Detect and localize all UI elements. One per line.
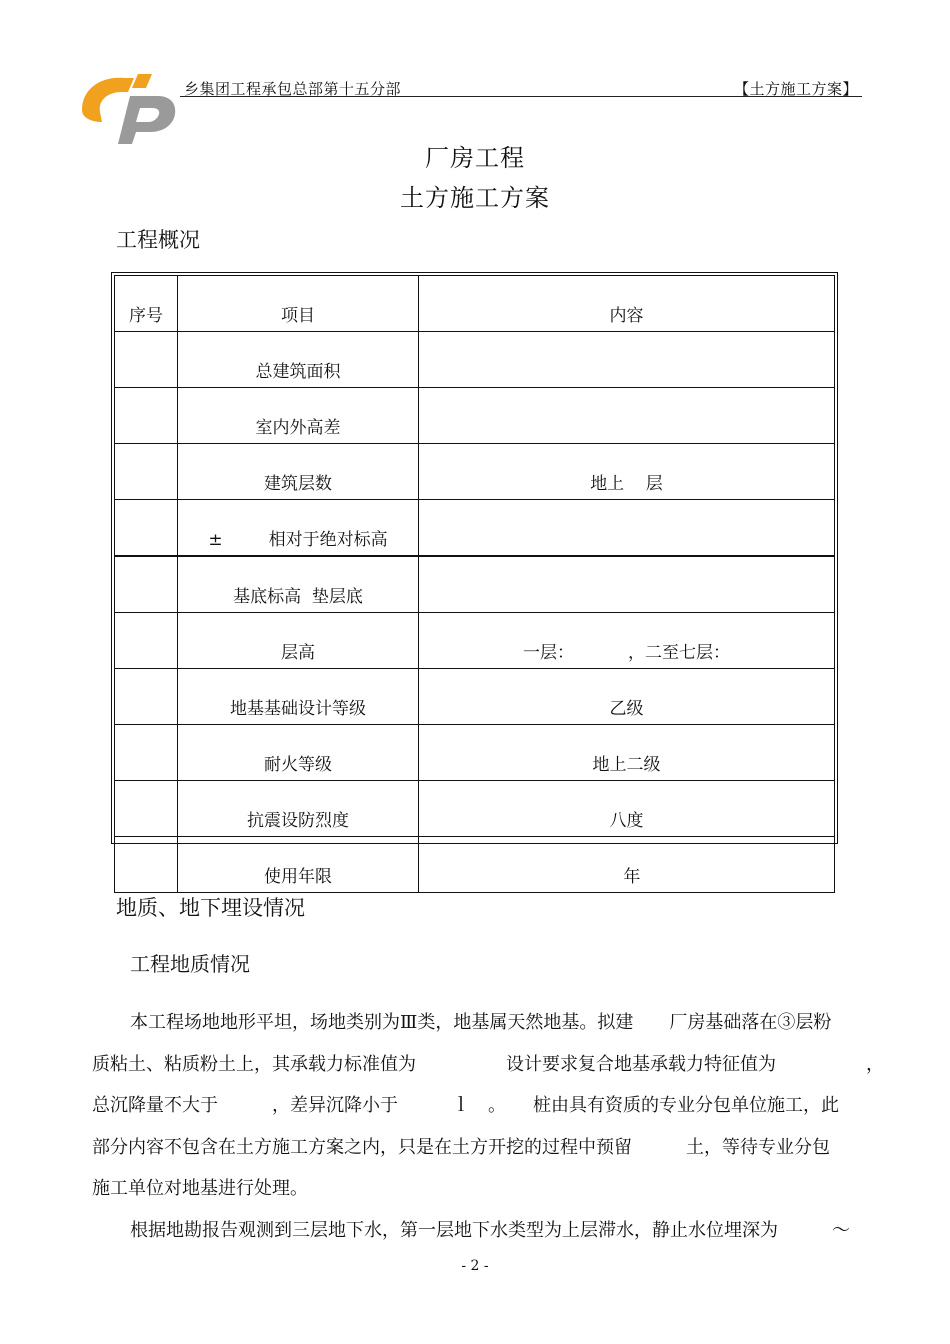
cell-item: 层高 — [178, 613, 419, 669]
cell-item-text: 相对于绝对标高 — [268, 530, 388, 550]
cell-no — [115, 613, 178, 669]
header-rule — [180, 96, 862, 97]
header-cell-item: 项目 — [178, 276, 419, 332]
cell-no — [115, 500, 178, 557]
header-cell-content: 内容 — [419, 276, 835, 332]
table-row — [115, 669, 835, 725]
cell-item: 使用年限 — [178, 837, 419, 893]
table-row — [115, 500, 835, 557]
cell-no — [115, 332, 178, 388]
table-row — [115, 332, 835, 388]
geology-paragraph — [92, 1002, 884, 1251]
cell-content — [419, 388, 835, 444]
cell-item: 基底标高 垫层底 — [178, 556, 419, 613]
cell-item: 总建筑面积 — [178, 332, 419, 388]
cell-no — [115, 781, 178, 837]
plus-minus-symbol: ± — [208, 530, 223, 550]
page-number: - 2 - — [461, 1258, 489, 1274]
cell-content: 地上二级 — [419, 725, 835, 781]
cell-content: 年 — [419, 837, 835, 893]
doc-title-line2: 土方施工方案 — [400, 184, 550, 212]
cell-content: 八度 — [419, 781, 835, 837]
paragraph-line: 施工单位对地基进行处理。 — [92, 1178, 308, 1199]
cell-no — [115, 444, 178, 500]
cell-no — [115, 725, 178, 781]
section-heading-overview: 工程概况 — [116, 228, 200, 252]
cell-content — [419, 500, 835, 557]
cell-content — [419, 332, 835, 388]
header-cell-no: 序号 — [115, 276, 178, 332]
doc-title-line1: 厂房工程 — [425, 144, 525, 172]
cell-content: 地上 层 — [419, 444, 835, 500]
paragraph-line: 质粘土、粘质粉土上，其承载力标准值为 设计要求复合地基承载力特征值为 ， — [92, 1053, 884, 1075]
cell-content — [419, 556, 835, 613]
table-row — [115, 556, 835, 613]
table-row — [115, 781, 835, 837]
overview-table — [114, 275, 835, 893]
paragraph-line: 总沉降量不大于 ，差异沉降小于 ｌ 。 桩由具有资质的专业分包单位施工，此 — [92, 1095, 839, 1116]
cell-content: 乙级 — [419, 669, 835, 725]
table-row — [115, 613, 835, 669]
logo-gray-mark — [118, 96, 175, 144]
paragraph-line: 本工程场地地形平坦，场地类别为Ⅲ类，地基属天然地基。拟建 厂房基础落在③层粉 — [130, 1012, 832, 1033]
cell-item: 抗震设防烈度 — [178, 781, 419, 837]
cell-no — [115, 669, 178, 725]
subsection-heading-geology: 工程地质情况 — [130, 952, 250, 976]
company-logo — [78, 66, 180, 146]
table-row — [115, 388, 835, 444]
table-row — [115, 444, 835, 500]
cell-item: 室内外高差 — [178, 388, 419, 444]
paragraph-line: 根据地勘报告观测到三层地下水，第一层地下水类型为上层滞水，静止水位埋深为 ～ — [130, 1219, 850, 1241]
header-doc-tag: 【土方施工方案】 — [733, 80, 858, 98]
table-row — [115, 725, 835, 781]
overview-table-frame — [111, 272, 838, 887]
cell-no — [115, 388, 178, 444]
cell-no — [115, 556, 178, 613]
table-row — [115, 837, 835, 893]
section-heading-geology: 地质、地下埋设情况 — [116, 896, 305, 920]
header-org-name: 乡集团工程承包总部第十五分部 — [184, 80, 402, 98]
cell-item: 建筑层数 — [178, 444, 419, 500]
table-header-row — [115, 276, 835, 332]
cell-item-elevation — [178, 500, 419, 557]
cell-item: 地基基础设计等级 — [178, 669, 419, 725]
cell-item: 耐火等级 — [178, 725, 419, 781]
cell-content: 一层： ，二至七层： — [419, 613, 835, 669]
cell-no — [115, 837, 178, 893]
paragraph-line: 部分内容不包含在土方施工方案之内，只是在土方开挖的过程中预留 土，等待专业分包 — [92, 1136, 830, 1158]
